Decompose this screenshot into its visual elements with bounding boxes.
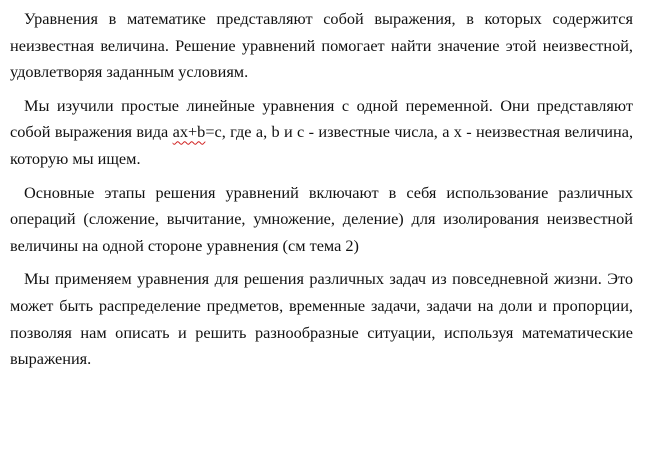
spellcheck-flagged-word[interactable]: ax+b xyxy=(172,122,206,142)
paragraph-linear-equations-text-end: =c, где a, b и c - известные числа, а x - неизвестная величина, которую мы ищем. xyxy=(10,122,634,168)
paragraph-solution-steps: Основные этапы решения уравнений включают в себя использование различных операций (сложение, вычитание, умножение, деление) для изолирования неизвестной величины на одной стороне уравнения (см тема 2) xyxy=(10,182,633,255)
paragraph-linear-equations xyxy=(10,93,633,173)
paragraph-applications: Мы применяем уравнения для решения различных задач из повседневной жизни. Это может быть распределение предметов, временные задачи, задачи на доли и пропорции, позволяя нам описать и решить разнообразные ситуации, используя математические выражения. xyxy=(10,269,633,369)
paragraph-linear-equations-text-start: Мы изучили простые линейные уравнения с одной переменной. Они представляют собой выражения вида xyxy=(10,95,633,142)
paragraph-equations-intro: Уравнения в математике представляют собой выражения, в которых содержится неизвестная величина. Решение уравнений помогает найти значение этой неизвестной, удовлетворяя заданным условиям. xyxy=(10,9,633,82)
